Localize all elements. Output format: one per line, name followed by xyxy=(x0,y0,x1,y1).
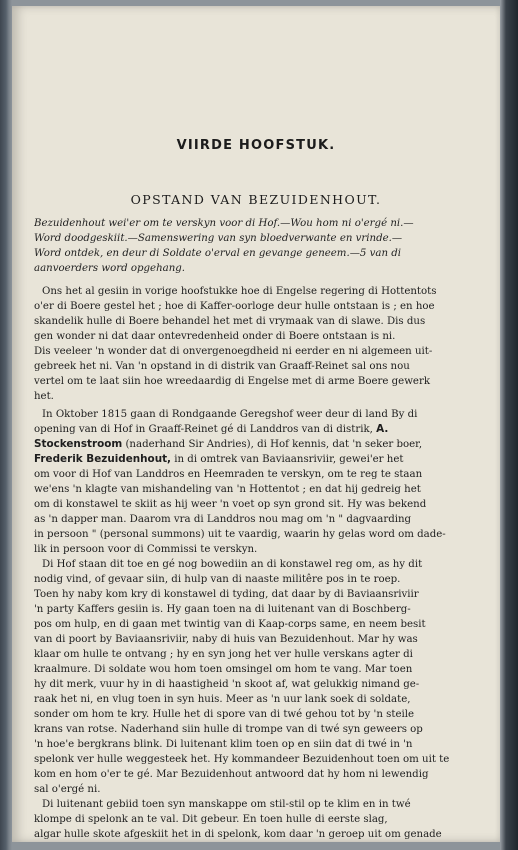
person-name-initial: A. xyxy=(376,423,389,435)
text-line: kraalmure. Di soldate wou hom toen omsingel om hom te vang. Mar toen xyxy=(34,664,413,675)
text-line: om voor di Hof van Landdros en Heemraden te verskyn, om te reg te staan xyxy=(34,469,423,480)
text-line: van di poort by Baviaansriviir, naby di huis van Bezuidenhout. Mar hy was xyxy=(34,634,418,645)
text-line: klaar om hulle te ontvang ; hy en syn jong het ver hulle verskans agter di xyxy=(34,649,413,660)
text-line: o'er di Boere gestel het ; hoe di Kaffer-oorloge deur hulle ontstaan is ; en hoe xyxy=(34,301,435,312)
book-spine-edge xyxy=(500,0,518,850)
text-line xyxy=(34,437,474,452)
paragraph-3 xyxy=(34,557,474,797)
text-line: sal o'ergé ni. xyxy=(34,784,101,795)
text-line: nodig vind, of gevaar siin, di hulp van di naaste militêre pos in te roep. xyxy=(34,574,401,585)
text-line xyxy=(34,452,474,467)
text-line: klompe di spelonk an te val. Dit gebeur. En toen hulle di eerste slag, xyxy=(34,814,388,825)
text-segment: in di omtrek van Baviaansriviir, gewei'er het xyxy=(171,454,404,465)
text-line: het. xyxy=(34,391,54,402)
person-name: Frederik Bezuidenhout, xyxy=(34,453,172,465)
text-line: raak het ni, en vlug toen in syn huis. Meer as 'n uur lank soek di soldate, xyxy=(34,694,411,705)
text-line: om di konstawel te skiit as hij weer 'n voet op syn grond sit. Hy was bekend xyxy=(34,499,427,510)
summary-line: Bezuidenhout wei'er om te verskyn voor di Hof.—Wou hom ni o'ergé ni.— xyxy=(34,218,414,229)
text-segment: (naderhand Sir Andries), di Hof kennis, dat 'n seker boer, xyxy=(122,439,423,450)
text-line xyxy=(34,422,474,437)
chapter-summary xyxy=(34,216,474,276)
text-line: Toen hy naby kom kry di konstawel di tyding, dat daar by di Baviaansriviir xyxy=(34,589,419,600)
body-text xyxy=(34,284,474,842)
text-line: gebreek het ni. Van 'n opstand in di distrik van Graaff-Reinet sal ons nou xyxy=(34,361,410,372)
text-line: kom en hom o'er te gé. Mar Bezuidenhout antwoord dat hy hom ni lewendig xyxy=(34,769,429,780)
text-line: spelonk ver hulle weggesteek het. Hy kommandeer Bezuidenhout toen om uit te xyxy=(34,754,450,765)
text-line: lik in persoon voor di Commissi te verskyn. xyxy=(34,544,258,555)
text-line: as 'n dapper man. Daarom vra di Landdros nou mag om 'n " dagvaarding xyxy=(34,514,412,525)
text-line: Ons het al gesiin in vorige hoofstukke hoe di Engelse regering di Hottentots xyxy=(42,286,437,297)
text-line: Di Hof staan dit toe en gé nog bowediin an di konstawel reg om, as hy dit xyxy=(42,559,423,570)
text-line: algar hulle skote afgeskiit het in di spelonk, kom daar 'n geroep uit om genade xyxy=(34,829,442,840)
book-page xyxy=(12,6,500,842)
text-line: 'n party Kaffers gesiin is. Hy gaan toen na di luitenant van di Boschberg- xyxy=(34,604,411,615)
text-line: skandelik hulle di Boere behandel het met di vrymaak van di slawe. Dis dus xyxy=(34,316,426,327)
text-line: Dis veeleer 'n wonder dat di onvergenoegdheid ni eerder en ni algemeen uit- xyxy=(34,346,433,357)
text-line: Di luitenant gebiid toen syn manskappe om stil-stil op te klim en in twé xyxy=(42,799,411,810)
text-line: krans van rotse. Naderhand siin hulle di trompe van di twé syn geweers op xyxy=(34,724,423,735)
summary-line: Word doodgeskiit.—Samenswering van syn bloedverwante en vrinde.— xyxy=(34,233,403,244)
text-line: sonder om hom te kry. Hulle het di spore van di twé gehou tot by 'n steile xyxy=(34,709,415,720)
section-title: OPSTAND VAN BEZUIDENHOUT. xyxy=(130,192,382,207)
text-line: hy dit merk, vuur hy in di haastigheid 'n skoot af, wat gelukkig nimand ge- xyxy=(34,679,420,690)
text-line: in persoon " (personal summons) uit te vaardig, waarin hy gelas word om dade- xyxy=(34,529,446,540)
paragraph-4 xyxy=(34,797,474,842)
text-line: vertel om te laat siin hoe wreedaardig di Engelse met di arme Boere gewerk xyxy=(34,376,430,387)
summary-line: Word ontdek, en deur di Soldate o'erval en gevange geneem.—5 van di xyxy=(34,248,402,259)
text-line: we'ens 'n klagte van mishandeling van 'n Hottentot ; en dat hij gedreig het xyxy=(34,484,421,495)
text-line: 'n hoe'e bergkrans blink. Di luitenant klim toen op en siin dat di twé in 'n xyxy=(34,739,413,750)
chapter-title: VIIRDE HOOFSTUK. xyxy=(176,138,336,153)
paragraph-1 xyxy=(34,284,474,404)
text-line: In Oktober 1815 gaan di Rondgaande Geregshof weer deur di land By di xyxy=(42,409,418,420)
text-line: gen wonder ni dat daar ontevredenheid onder di Boere ontstaan is ni. xyxy=(34,331,396,342)
summary-line: aanvoerders word opgehang. xyxy=(34,263,186,274)
paragraph-2 xyxy=(34,407,474,557)
person-name: Stockenstroom xyxy=(34,438,123,450)
text-line: pos om hulp, en di gaan met twintig van di Kaap-corps same, en neem besit xyxy=(34,619,426,630)
text-segment: opening van di Hof in Graaff-Reinet gé di Landdros van di distrik, xyxy=(34,424,373,435)
